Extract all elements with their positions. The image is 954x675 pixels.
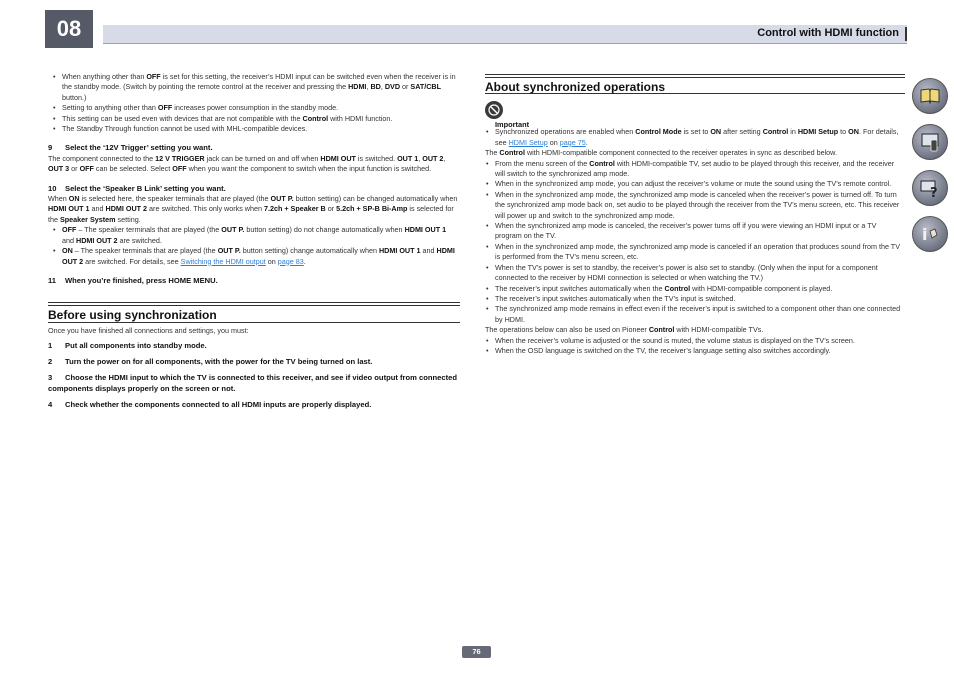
section-title: About synchronized operations xyxy=(485,80,666,94)
switching-hdmi-output-link[interactable]: Switching the HDMI output xyxy=(180,256,266,266)
pioneer-tv-paragraph: The operations below can also be used on Pioneer Control with HDMI-compatible TVs. xyxy=(485,325,764,335)
list-item: • This setting can be used even with devices that are not compatible with the Control with HDMI function. xyxy=(48,114,460,124)
section-intro: Once you have finished all connections and settings, you must: xyxy=(48,325,249,335)
list-item: • The receiver’s input switches automatically when the Control with HDMI-compatible component is played. xyxy=(485,284,905,294)
list-item: • Setting to anything other than OFF increases power consumption in the standby mode. xyxy=(48,103,460,113)
sync-step-3: 3 Choose the HDMI input to which the TV is connected to this receiver, and see if video output from connected components displays properly on the screen or not. xyxy=(48,372,457,394)
list-item: • OFF – The speaker terminals that are played (the OUT P. button setting) do not change automatically when HDMI OUT 1 and HDMI OUT 2 are switched. xyxy=(48,225,460,246)
left-column xyxy=(48,72,460,410)
remote-control-icon[interactable] xyxy=(912,124,948,160)
list-item: • ON – The speaker terminals that are played (the OUT P. button setting) change automatically when HDMI OUT 1 and HDMI OUT 2 are switched. For details, see Switching the HDMI output on page 83. xyxy=(48,246,460,267)
right-column xyxy=(485,74,905,356)
important-label: Important xyxy=(495,120,530,130)
list-item: • When in the synchronized amp mode, you can adjust the receiver’s volume or mute the sound using the TV’s remote control. xyxy=(485,179,905,189)
important-note xyxy=(485,101,905,130)
list-item: • When in the synchronized amp mode, the synchronized amp mode is canceled when the receiver’s power is turned off. To turn the synchronized amp mode back on, set audio to be played through the receiver from the TV’s menu screen, etc. This receiver will power up and switch to the synchronized amp mode. xyxy=(485,190,905,221)
list-item: • When the receiver’s volume is adjusted or the sound is muted, the volume status is displayed on the TV’s screen. xyxy=(485,336,905,346)
step-10-description: When ON is selected here, the speaker terminals that are played (the OUT P. button setting) can be changed automatically when HDMI OUT 1 and HDMI OUT 2 are switched. This only works when 7.2ch + Speaker B or 5.2ch + SP-B Bi-Amp is selected for the Speaker System setting. xyxy=(48,194,458,224)
svg-text:i: i xyxy=(922,225,928,244)
sync-step-1: 1 Put all components into standby mode. xyxy=(48,341,207,351)
step-11-heading: 11 When you’re finished, press HOME MENU. xyxy=(48,275,218,285)
list-item: • When the TV’s power is set to standby, the receiver’s power is also set to standby. (Only when the input for a component connected to the receiver by HDMI connection is selected or when watching the TV.) xyxy=(485,263,905,284)
section-title: Before using synchronization xyxy=(48,308,217,323)
before-sync-section-header xyxy=(48,302,460,322)
standby-through-notes xyxy=(48,72,460,134)
pioneer-tv-list xyxy=(485,336,905,357)
important-list xyxy=(485,127,905,148)
sync-operations-section-header xyxy=(485,74,905,94)
sync-operations-list xyxy=(485,159,905,326)
index-finger-icon[interactable] xyxy=(912,216,948,252)
important-icon xyxy=(485,101,503,119)
page-75-link[interactable]: page 75 xyxy=(559,137,586,147)
hdmi-setup-link[interactable]: HDMI Setup xyxy=(508,137,548,147)
side-navigation xyxy=(912,78,948,262)
header-bar xyxy=(103,25,907,44)
step-9-heading: 9 Select the ‘12V Trigger’ setting you want. xyxy=(48,143,213,153)
svg-text:?: ? xyxy=(930,186,938,199)
sync-step-2: 2 Turn the power on for all components, with the power for the TV being turned on last. xyxy=(48,356,373,366)
book-icon[interactable] xyxy=(912,78,948,114)
list-item: • When anything other than OFF is set for this setting, the receiver’s HDMI input can be switched even when the receiver is in the standby mode. (Switch by pointing the remote control at the receiver and pressing the HDMI, BD, DVD or SAT/CBL button.) xyxy=(48,72,460,103)
list-item: • The Standby Through function cannot be used with MHL-compatible devices. xyxy=(48,124,460,134)
list-item: • Synchronized operations are enabled when Control Mode is set to ON after setting Control in HDMI Setup to ON. For details, see HDMI Setup on page 75. xyxy=(485,127,905,148)
list-item: • When the synchronized amp mode is canceled, the receiver’s power turns off if you were viewing an HDMI input or a TV program on the TV. xyxy=(485,221,905,242)
page-number: 76 xyxy=(462,646,491,658)
sync-step-4: 4 Check whether the components connected to all HDMI inputs are properly displayed. xyxy=(48,399,372,409)
help-question-icon[interactable] xyxy=(912,170,948,206)
list-item: • The receiver’s input switches automatically when the TV’s input is switched. xyxy=(485,294,905,304)
sync-intro-paragraph: The Control with HDMI-compatible component connected to the receiver operates in sync as described below. xyxy=(485,148,837,158)
list-item: • When the OSD language is switched on the TV, the receiver’s language setting also switches accordingly. xyxy=(485,346,905,356)
list-item: • When in the synchronized amp mode, the synchronized amp mode is canceled if an operation that produces sound from the TV is performed from the TV’s menu screen, etc. xyxy=(485,242,905,263)
step-9-description: The component connected to the 12 V TRIGGER jack can be turned on and off when HDMI OUT is switched. OUT 1, OUT 2, OUT 3 or OFF can be selected. Select OFF when you want the component to switch when the input function is switched. xyxy=(48,153,446,174)
page-83-link[interactable]: page 83 xyxy=(277,256,304,266)
step-10-heading: 10 Select the ‘Speaker B Link’ setting you want. xyxy=(48,183,226,193)
speaker-b-link-options xyxy=(48,225,460,267)
list-item: • The synchronized amp mode remains in effect even if the receiver’s input is switched to a component other than one connected by HDMI. xyxy=(485,304,905,325)
list-item: • From the menu screen of the Control with HDMI-compatible TV, set audio to be played through this receiver, and the receiver will switch to the synchronized amp mode. xyxy=(485,159,905,180)
page-header-title: Control with HDMI function xyxy=(757,27,899,39)
chapter-number: 08 xyxy=(45,10,93,48)
